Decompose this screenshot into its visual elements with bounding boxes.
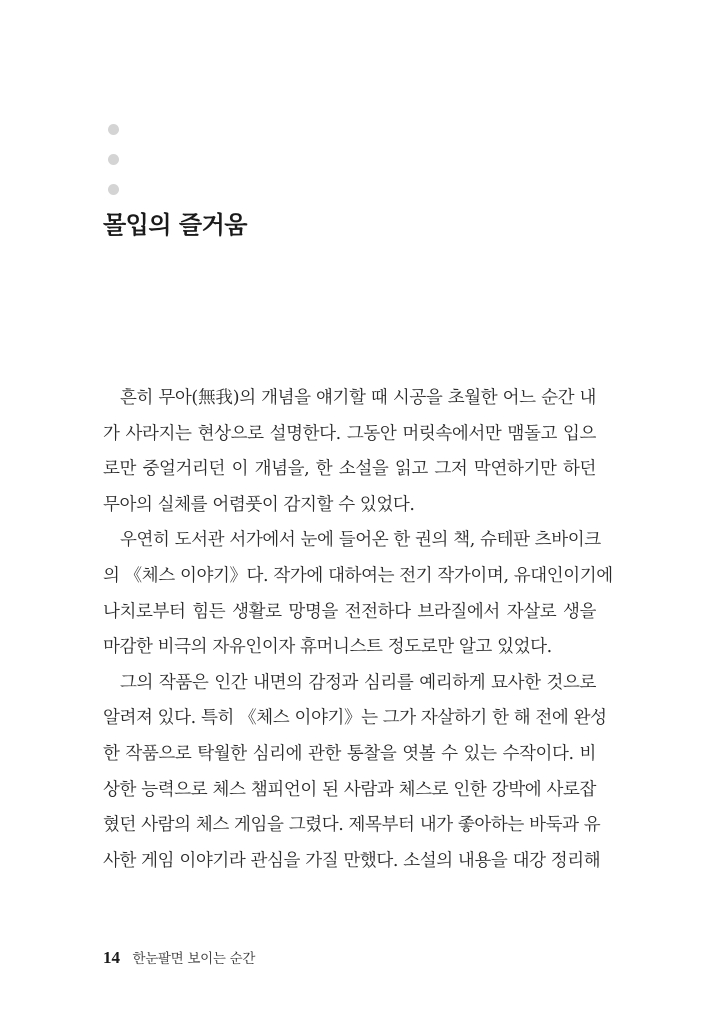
text-line: 흔히 무아(無我)의 개념을 얘기할 때 시공을 초월한 어느 순간 내 (120, 388, 596, 408)
text-line: 로만 중얼거리던 이 개념을, 한 소설을 읽고 그저 막연하기만 하던 (103, 459, 596, 480)
text-line: 의 《체스 이야기》다. 작가에 대하여는 전기 작가이며, 유대인이기에 (103, 565, 613, 586)
text-line: 사한 게임 이야기라 관심을 가질 만했다. 소설의 내용을 대강 정리해 (103, 850, 601, 871)
text-line: 혔던 사람의 체스 게임을 그렸다. 제목부터 내가 좋아하는 바둑과 유 (103, 815, 601, 836)
text-line: 알려져 있다. 특히 《체스 이야기》는 그가 자살하기 한 해 전에 완성 (103, 708, 607, 729)
text-line: 그의 작품은 인간 내면의 감정과 심리를 예리하게 묘사한 것으로 (120, 672, 596, 693)
text-line: 가 사라지는 현상으로 설명한다. 그동안 머릿속에서만 맴돌고 입으 (103, 423, 596, 444)
ornament-dot (108, 154, 119, 165)
text-line: 나치로부터 힘든 생활로 망명을 전전하다 브라질에서 자살로 생을 (103, 601, 596, 622)
chapter-title: 몰입의 즐거움 (103, 211, 247, 239)
ornament-dot (108, 124, 119, 135)
ornament-dot (108, 184, 119, 195)
running-book-title: 한눈팔면 보이는 순간 (132, 951, 256, 967)
page-footer (103, 947, 255, 968)
text-line: 마감한 비극의 자유인이자 휴머니스트 정도로만 알고 있었다. (103, 637, 552, 658)
text-line: 한 작품으로 탁월한 심리에 관한 통찰을 엿볼 수 있는 수작이다. 비 (103, 743, 596, 764)
text-line: 상한 능력으로 체스 챔피언이 된 사람과 체스로 인한 강박에 사로잡 (103, 779, 596, 800)
body-text (103, 381, 613, 879)
chapter-ornament (108, 124, 120, 214)
text-line: 무아의 실체를 어렴풋이 감지할 수 있었다. (103, 494, 415, 515)
page-number: 14 (103, 948, 120, 967)
text-line: 우연히 도서관 서가에서 눈에 들어온 한 권의 책, 슈테판 츠바이크 (120, 530, 601, 551)
